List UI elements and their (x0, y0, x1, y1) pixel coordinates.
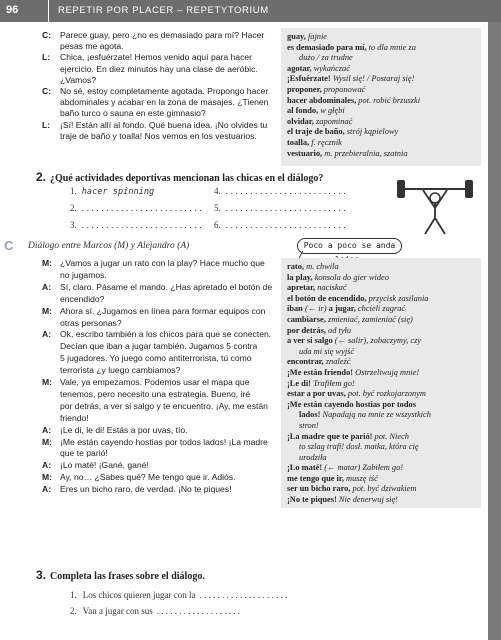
glossary-translation: pot. być rozkojarzonym (345, 389, 426, 399)
dialog-line: Ahora sí. ¿Jugamos en línea para formar equipos con (60, 305, 266, 316)
completion-line (70, 590, 287, 600)
item-number: 2. (70, 606, 77, 616)
answer-line (214, 203, 346, 213)
glossary-translation: muszę iść (343, 473, 378, 483)
item-blank: . . . . . . . . . . . . . . . . . . . . (199, 590, 288, 600)
answer-number: 6. (214, 220, 221, 230)
speaker-label: A: (42, 460, 52, 471)
glossary-entry (287, 117, 475, 128)
question-3-number: 3. (36, 568, 47, 582)
glossary-term: estar a por uvas, (287, 389, 346, 399)
glossary-translation: zapominać (313, 116, 353, 126)
glossary-translation: Ostrzeliwują mnie! (353, 367, 420, 377)
dialog-line: terrorista ¿y luego cambiamos? (60, 365, 181, 376)
question-2-number: 2. (36, 170, 47, 184)
glossary-entry (287, 294, 475, 305)
glossary-term: ¡Me están cayendo hostias por todos (287, 399, 416, 409)
glossary-term: me tengo que ir, (287, 473, 344, 483)
glossary-term: vestuario, (287, 148, 323, 158)
glossary-term: iban (287, 304, 303, 314)
dialog-line: por detrás, a ver si salgo y te encuentro. ¡Ay, me están (60, 400, 268, 411)
answer-number: 1. (70, 186, 77, 196)
dialog-line: ¡Le di, le di! Estás a por uvas, tío. (60, 424, 188, 435)
glossary-term: ser un bicho raro, (287, 484, 351, 494)
chapter-title: REPETIR POR PLACER – REPETYTORIUM (58, 5, 269, 16)
glossary-term: ¡Le di! (287, 378, 311, 388)
dialog-line: ¡Me están cayendo hostias por todos lados! ¡La madre (60, 436, 268, 447)
glossary-translation: stron! (299, 420, 319, 430)
answer-line (214, 220, 346, 230)
answer-line (70, 220, 202, 230)
glossary-entry (287, 43, 475, 54)
section-c-title: Diálogo entre Marcos (M) y Alejandro (A) (28, 241, 190, 251)
glossary-entry (287, 96, 475, 107)
glossary-translation: m. chwila (303, 262, 339, 271)
glossary-entry (287, 400, 475, 411)
section-c-letter: C (4, 238, 14, 253)
question-3-text: Completa las frases sobre el diálogo. (50, 571, 205, 582)
answer-line (70, 186, 154, 197)
dialog-line: tenemos, pero necesito una estrategia. Bueno, iré (60, 388, 251, 399)
glossary-translation: znaleźć (323, 357, 351, 367)
completion-line (70, 606, 240, 616)
answer-number: 3. (70, 220, 77, 230)
glossary-translation: konsola do gier wideo (312, 272, 389, 282)
answer-blank: . . . . . . . . . . . . . . . . . . . . . . . . . (225, 220, 346, 230)
glossary-entry (287, 484, 475, 495)
glossary-term: ¡Me están friendo! (287, 367, 354, 377)
glossary-translation: przycisk zasilania (366, 293, 429, 303)
speaker-label: M: (42, 305, 53, 316)
glossary-entry (287, 410, 475, 421)
dialog-line: Eres un bicho raro, de verdad. ¡No te piques! (60, 484, 232, 495)
glossary-entry (287, 421, 475, 432)
glossary-entry (287, 138, 475, 149)
speaker-label: C: (42, 30, 52, 40)
glossary-translation: Napadają na mnie ze wszystkich (320, 410, 431, 420)
dialog-line: ¿Vamos a jugar un rato con la play? Hace mucho que (60, 258, 265, 268)
dialog-line: no jugamos. (60, 269, 107, 280)
glossary-entry (287, 262, 475, 273)
glossary-term: lados! (299, 410, 321, 420)
glossary-entry (287, 283, 475, 294)
glossary-box-2 (281, 258, 481, 508)
item-text: Los chicos quieren jugar con la (82, 590, 196, 600)
glossary-term: olvidar, (287, 116, 314, 126)
glossary-translation: Nie denerwuj się! (336, 495, 398, 505)
glossary-translation: pot. Niech (372, 431, 409, 441)
dialog-line: Vale, ya empezamos. Podemos usar el mapa que (60, 377, 250, 387)
dialog-line: ¡Sí! Están allí al fondo. Qué buena idea. ¡No olvides tu (60, 119, 268, 130)
glossary-translation: zmieniać, zamieniać (się) (325, 314, 413, 324)
dialog-line: baño turco o sauna en este gimnasio? (60, 108, 206, 119)
glossary-term: rato, (287, 262, 304, 271)
dialog-line: otras personas? (60, 317, 122, 328)
glossary-term: el traje de baño, (287, 127, 345, 137)
dialog-line: No sé, estoy completamente agotada. Propongo hacer (60, 86, 269, 96)
speaker-label: M: (42, 436, 53, 447)
dialog-line: Chica, ¡esfuérzate! Hemos venido aquí para hacer (60, 52, 253, 63)
speaker-label: C: (42, 86, 52, 96)
glossary-translation: to dla mnie za (366, 42, 416, 52)
glossary-entry (287, 495, 475, 506)
speaker-label: L: (42, 52, 51, 63)
speaker-label: A: (42, 329, 52, 340)
glossary-translation: (← ir) (302, 304, 329, 314)
question-2-text: ¿Qué actividades deportivas mencionan las chicas en el diálogo? (50, 173, 324, 184)
glossary-term: al fondo, (287, 106, 319, 116)
glossary-entry (287, 379, 475, 390)
glossary-entry (287, 357, 475, 368)
glossary-entry (287, 315, 475, 326)
glossary-translation: od tyłu (325, 325, 352, 335)
page-header (0, 0, 501, 22)
dialog-line: que te parió! (60, 448, 108, 459)
dialog-line: traje de baño y toalla! Nos vemos en los vestuarios. (60, 130, 257, 141)
item-text: Van a jugar con sus (82, 606, 153, 616)
glossary-entry (287, 74, 475, 85)
glossary-term: apretar, (287, 283, 316, 293)
glossary-translation: pot. być dziwakiem (350, 484, 417, 494)
glossary-translation: strój kąpielowy (344, 127, 399, 137)
dialog-line: Decían que iban a jugar también. Jugamos 5 contra (60, 341, 258, 352)
weightlifter-illustration (385, 176, 485, 236)
glossary-entry (287, 442, 475, 453)
dialog-line: encendido? (60, 293, 105, 304)
speaker-label: M: (42, 377, 53, 387)
speaker-label: M: (42, 472, 53, 483)
glossary-term: encontrar, (287, 357, 324, 367)
glossary-term: hacer abdominales, (287, 95, 357, 105)
glossary-translation: m. przebieralnia, szatnia (322, 148, 408, 158)
glossary-term: ¡Esfuérzate! (287, 74, 331, 84)
glossary-entry (287, 463, 475, 474)
glossary-term: guay, (287, 32, 306, 41)
item-blank: . . . . . . . . . . . . . . . . . . . (156, 606, 240, 616)
glossary-entry (287, 474, 475, 485)
speaker-label: A: (42, 484, 52, 495)
dialog-line: Parece guay, pero ¿no es demasiado para mí? Hacer (60, 30, 265, 40)
proverb-bubble: Poco a poco se anda (297, 238, 402, 254)
glossary-translation: Trafiłem go! (310, 378, 355, 388)
question-2 (36, 170, 323, 184)
glossary-translation: uda mi się wyjść (299, 346, 355, 356)
speaker-label: M: (42, 258, 53, 268)
answer-line (214, 186, 346, 196)
glossary-translation: to szlag trafi! dosł. matka, która cię (299, 442, 419, 452)
glossary-entry (287, 304, 475, 315)
answer-blank: . . . . . . . . . . . . . . . . . . . . . . . . . (81, 203, 202, 213)
header-divider (48, 0, 49, 22)
answer-blank: . . . . . . . . . . . . . . . . . . . . . . . . . (225, 186, 346, 196)
glossary-entry (287, 85, 475, 96)
dialog-line: Ay, no… ¿Sabes qué? Me tengo que ir. Adiós. (60, 472, 236, 483)
dialog-line: ¿Vamos? (60, 74, 97, 85)
speaker-label: L: (42, 119, 51, 130)
glossary-term: a jugar, (328, 304, 356, 314)
glossary-term: el botón de encendido, (287, 293, 367, 303)
glossary-term: ¡Lo maté! (287, 463, 323, 473)
glossary-entry (287, 106, 475, 117)
answer-number: 4. (214, 186, 221, 196)
glossary-entry (287, 64, 475, 75)
side-bar (488, 22, 501, 640)
glossary-entry (287, 453, 475, 464)
dialog-line: ¡Lo maté! ¡Gané, gané! (60, 460, 149, 471)
glossary-translation: (← salir), zobaczymy, czy (332, 336, 422, 346)
answer-blank: . . . . . . . . . . . . . . . . . . . . . . . . . (81, 220, 202, 230)
glossary-translation: dużo / za trudne (299, 53, 353, 63)
item-number: 1. (70, 590, 77, 600)
glossary-entry (287, 347, 475, 358)
dialog-line: 5 jugadores. Yo juego como antiterrorista, tú como (60, 353, 252, 364)
glossary-term: a ver si salgo (287, 336, 333, 346)
dialog-line: abdominales y acabar en la zona de masajes. ¿Tienen (60, 97, 269, 108)
glossary-term: proponer, (287, 84, 322, 94)
answer-blank: . . . . . . . . . . . . . . . . . . . . . . . . . (225, 203, 346, 213)
glossary-box-1 (281, 28, 481, 166)
answer-number: 2. (70, 203, 77, 213)
dialog-line: pesas me agota. (60, 41, 124, 52)
answer-number: 5. (214, 203, 221, 213)
glossary-term: por detrás, (287, 325, 326, 335)
glossary-term: ¡La madre que te parió! (287, 431, 373, 441)
glossary-entry (287, 53, 475, 64)
question-3 (36, 568, 205, 582)
glossary-term: la play, (287, 272, 313, 282)
glossary-entry (287, 336, 475, 347)
dialog-line: friendo! (60, 412, 89, 423)
glossary-term: toalla, (287, 137, 310, 147)
handwritten-answer: hacer spinning (81, 187, 155, 197)
glossary-entry (287, 389, 475, 400)
speaker-label: A: (42, 424, 52, 435)
glossary-translation: naciskać (315, 283, 347, 293)
page-number: 96 (6, 4, 19, 16)
glossary-translation: (← matar) Zabiłem go! (322, 463, 404, 473)
glossary-entry (287, 127, 475, 138)
glossary-translation: fajnie (305, 32, 328, 41)
glossary-entry (287, 368, 475, 379)
dialog-line: Ok, escribo también a los chicos para que se conecten. (60, 329, 272, 340)
glossary-translation: wykańczać (311, 63, 350, 73)
glossary-translation: f. ręcznik (309, 137, 342, 147)
glossary-term: ¡No te piques! (287, 495, 337, 505)
dialog-line: ejercicio. En diez minutos hay una clase de aeróbic. (60, 63, 258, 74)
dialog-line: Sí, claro. Pásame el mando. ¿Has apretado el botón de (60, 281, 273, 292)
glossary-term: cambiarse, (287, 314, 326, 324)
glossary-entry (287, 149, 475, 160)
glossary-entry (287, 326, 475, 337)
glossary-translation: proponować (321, 84, 366, 94)
glossary-entry (287, 32, 475, 43)
glossary-term: es demasiado para mí, (287, 42, 367, 52)
glossary-entry (287, 432, 475, 443)
glossary-translation: pot. robić brzuszki (356, 95, 421, 105)
speaker-label: A: (42, 281, 52, 292)
glossary-translation: urodziła (299, 452, 327, 462)
glossary-term: agotar, (287, 63, 312, 73)
glossary-translation: Wysil się! / Postaraj się! (330, 74, 415, 84)
answer-line (70, 203, 202, 213)
glossary-entry (287, 273, 475, 284)
glossary-translation: chcieli zagrać (355, 304, 406, 314)
glossary-translation: w głębi (318, 106, 345, 116)
